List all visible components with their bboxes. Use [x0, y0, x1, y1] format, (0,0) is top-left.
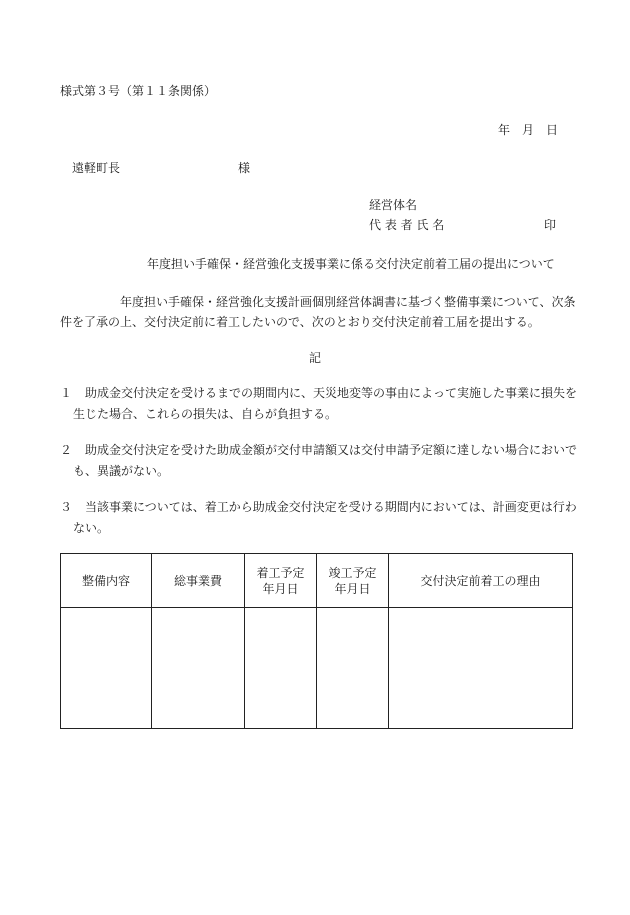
condition-text: 助成金交付決定を受けるまでの期間内に、天災地変等の事由によって実施した事業に損失を — [85, 386, 578, 400]
construction-table — [60, 553, 573, 729]
condition-number: ３ — [60, 500, 73, 514]
table-cell — [389, 608, 573, 729]
body-text-line1: 年度担い手確保・経営強化支援計画個別経営体調書に基づく整備事業について、次条 — [120, 295, 576, 309]
header-reason: 交付決定前着工の理由 — [389, 554, 573, 608]
header-maintenance-content: 整備内容 — [61, 554, 152, 608]
header-completion-date: 竣工予定 年月日 — [317, 554, 389, 608]
table-row — [61, 608, 573, 729]
condition-text-cont: ない。 — [73, 521, 110, 535]
condition-text-cont: も、異議がない。 — [73, 464, 170, 478]
condition-number: １ — [60, 386, 73, 400]
table-cell — [61, 608, 152, 729]
document-title: 年度担い手確保・経営強化支援事業に係る交付決定前着工届の提出について — [147, 257, 555, 271]
record-heading: 記 — [309, 351, 322, 365]
seal-mark: 印 — [544, 218, 557, 232]
condition-item — [60, 440, 577, 482]
table-cell — [317, 608, 389, 729]
condition-text-cont: 生じた場合、これらの損失は、自らが負担する。 — [73, 407, 338, 421]
body-text-line2: 件を了承の上、交付決定前に着工したいので、次のとおり交付決定前着工届を提出する。 — [60, 315, 540, 329]
header-total-cost: 総事業費 — [152, 554, 245, 608]
representative-label: 代 表 者 氏 名 — [369, 218, 445, 232]
date-line: 年 月 日 — [498, 123, 559, 137]
condition-text: 助成金交付決定を受けた助成金額が交付申請額又は交付申請予定額に達しない場合においで — [85, 443, 578, 457]
addressee-honorific: 様 — [238, 161, 251, 175]
header-start-date: 着工予定 年月日 — [245, 554, 317, 608]
condition-text: 当該事業については、着工から助成金交付決定を受ける期間内においては、計画変更は行わ — [85, 500, 577, 514]
table-header-row — [61, 554, 573, 608]
table-cell — [245, 608, 317, 729]
addressee-name: 遠軽町長 — [72, 161, 121, 175]
form-number: 様式第３号（第１１条関係） — [60, 84, 217, 98]
condition-number: ２ — [60, 443, 73, 457]
condition-item — [60, 497, 577, 539]
condition-item — [60, 383, 577, 425]
entity-name-label: 経営体名 — [369, 198, 418, 212]
table-cell — [152, 608, 245, 729]
